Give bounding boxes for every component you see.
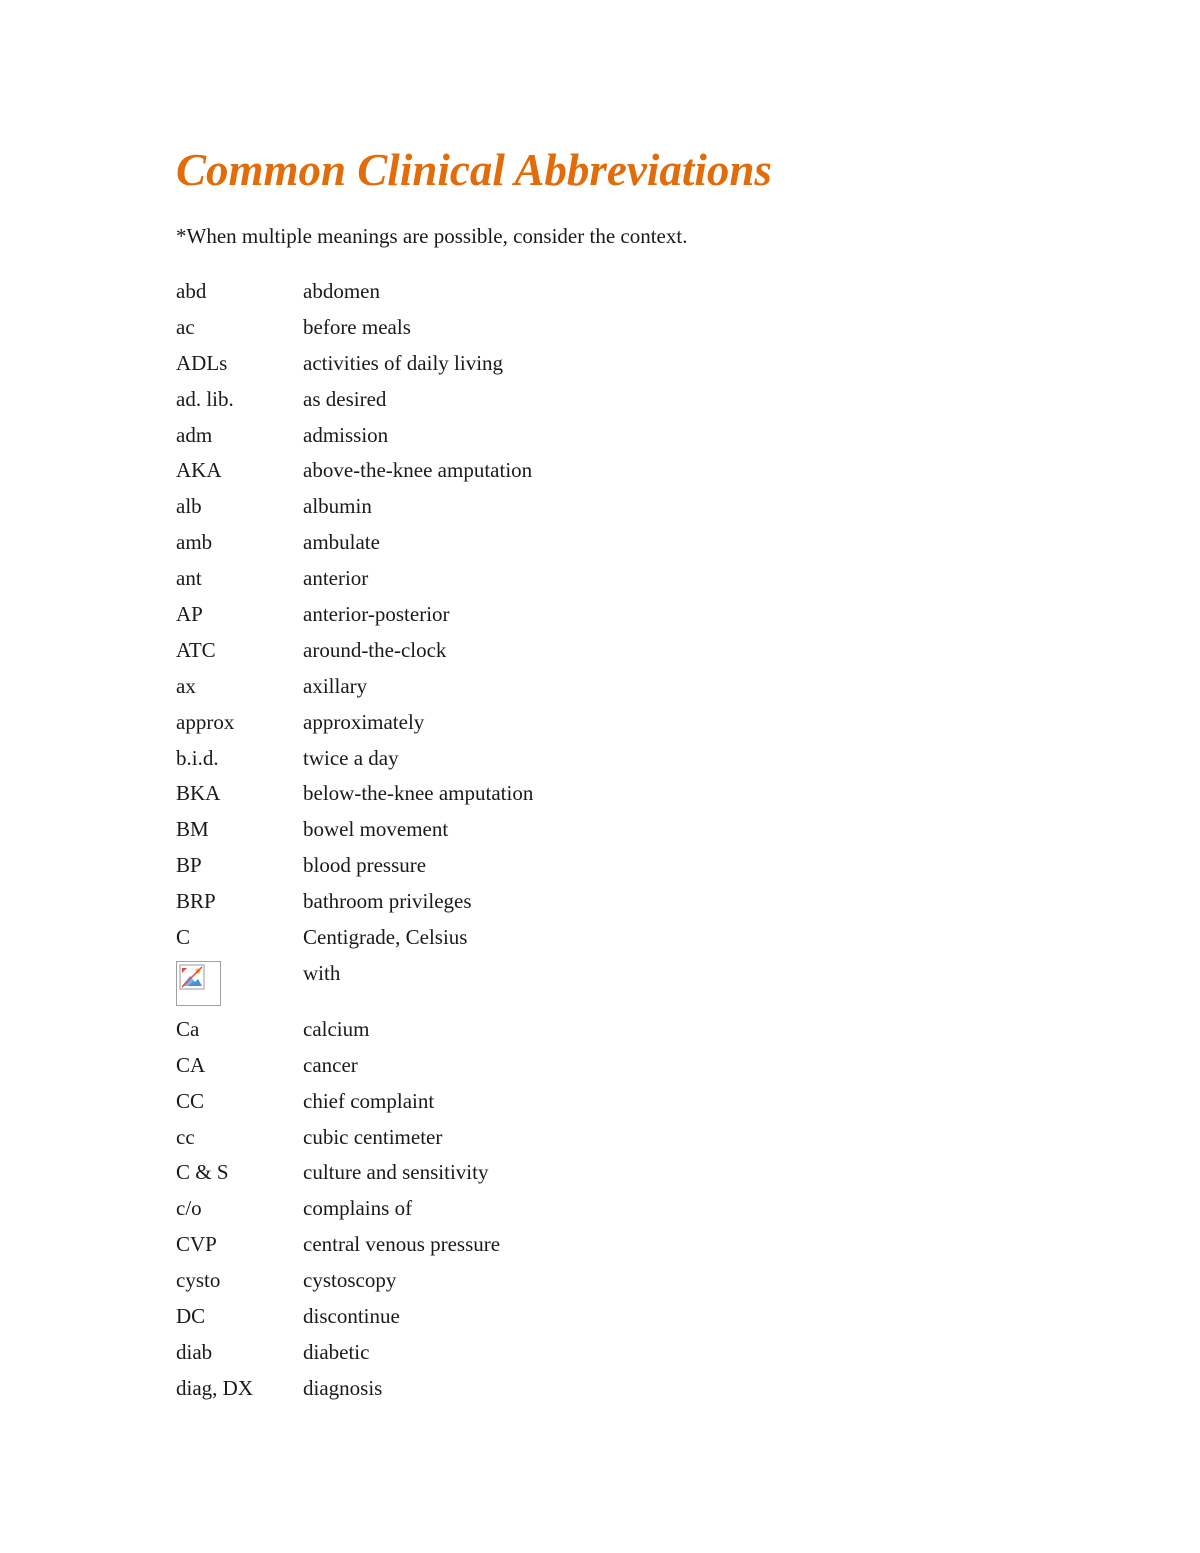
abbreviation: C & S	[176, 1160, 229, 1185]
meaning: around-the-clock	[303, 637, 447, 662]
abbreviation: CVP	[176, 1232, 217, 1257]
meaning: diagnosis	[303, 1375, 383, 1400]
meaning: blood pressure	[303, 853, 427, 878]
abbreviation: ad. lib.	[176, 386, 234, 411]
abbreviation: ant	[176, 566, 202, 591]
meaning: bowel movement	[303, 817, 449, 842]
meaning: axillary	[303, 673, 368, 698]
list-item	[176, 635, 1076, 671]
list-item	[176, 1301, 1076, 1337]
meaning: cystoscopy	[303, 1268, 397, 1293]
list-item	[176, 1229, 1076, 1265]
list-item	[176, 312, 1076, 348]
abbreviation: amb	[176, 530, 213, 555]
meaning: cubic centimeter	[303, 1124, 443, 1149]
meaning: before meals	[303, 314, 411, 339]
abbreviation: approx	[176, 709, 235, 734]
list-item	[176, 922, 1076, 958]
list-item	[176, 1086, 1076, 1122]
list-item	[176, 1265, 1076, 1301]
meaning: anterior-posterior	[303, 602, 450, 627]
list-item	[176, 276, 1076, 312]
meaning: twice a day	[303, 745, 399, 770]
list-item	[176, 563, 1076, 599]
abbreviation: BKA	[176, 781, 221, 806]
abbreviation: diag, DX	[176, 1375, 253, 1400]
list-item	[176, 491, 1076, 527]
meaning: diabetic	[303, 1339, 370, 1364]
abbreviation: CC	[176, 1088, 205, 1113]
abbreviation: c/o	[176, 1196, 202, 1221]
abbreviation: diab	[176, 1339, 213, 1364]
list-item	[176, 1373, 1076, 1409]
list-item	[176, 348, 1076, 384]
list-item	[176, 850, 1076, 886]
abbreviation: BRP	[176, 889, 216, 914]
abbreviation: C	[176, 925, 191, 950]
list-item	[176, 420, 1076, 456]
abbreviation: BM	[176, 817, 209, 842]
abbreviation: AP	[176, 602, 203, 627]
meaning: chief complaint	[303, 1088, 435, 1113]
abbreviation: cysto	[176, 1268, 221, 1293]
meaning: complains of	[303, 1196, 413, 1221]
abbreviation: DC	[176, 1304, 206, 1329]
abbreviation: ac	[176, 314, 195, 339]
meaning: below-the-knee amputation	[303, 781, 534, 806]
list-item	[176, 599, 1076, 635]
list-item	[176, 778, 1076, 814]
meaning: bathroom privileges	[303, 889, 472, 914]
list-item	[176, 1337, 1076, 1373]
abbreviation: CA	[176, 1052, 206, 1077]
abbreviation	[176, 958, 303, 1014]
abbreviation: cc	[176, 1124, 195, 1149]
meaning: activities of daily living	[303, 350, 504, 375]
list-item	[176, 743, 1076, 779]
page-title: Common Clinical Abbreviations	[176, 145, 772, 195]
meaning: admission	[303, 422, 389, 447]
list-item	[176, 1193, 1076, 1229]
broken-image-icon	[176, 961, 221, 1006]
abbreviation: ATC	[176, 637, 216, 662]
list-item	[176, 958, 1076, 1014]
meaning: albumin	[303, 494, 372, 519]
meaning: calcium	[303, 1016, 370, 1041]
abbreviation: ax	[176, 673, 196, 698]
abbreviation: adm	[176, 422, 213, 447]
meaning: ambulate	[303, 530, 380, 555]
meaning: discontinue	[303, 1304, 400, 1329]
abbreviation: ADLs	[176, 350, 228, 375]
meaning: anterior	[303, 566, 369, 591]
list-item	[176, 1157, 1076, 1193]
abbreviation: BP	[176, 853, 202, 878]
list-item	[176, 1050, 1076, 1086]
list-item	[176, 671, 1076, 707]
meaning: as desired	[303, 386, 387, 411]
abbreviation: Ca	[176, 1016, 200, 1041]
meaning: central venous pressure	[303, 1232, 501, 1257]
meaning: Centigrade, Celsius	[303, 925, 468, 950]
meaning: culture and sensitivity	[303, 1160, 489, 1185]
list-item	[176, 527, 1076, 563]
abbreviation: abd	[176, 279, 207, 303]
list-item	[176, 886, 1076, 922]
meaning: above-the-knee amputation	[303, 458, 533, 483]
abbreviation: b.i.d.	[176, 745, 219, 770]
meaning: cancer	[303, 1052, 358, 1077]
list-item	[176, 384, 1076, 420]
list-item	[176, 455, 1076, 491]
meaning: abdomen	[303, 279, 380, 303]
abbreviation-list	[176, 276, 1076, 1409]
context-note: *When multiple meanings are possible, consider the context.	[176, 224, 688, 248]
abbreviation: AKA	[176, 458, 222, 483]
document-page	[176, 140, 1076, 1409]
meaning: with	[303, 960, 341, 985]
meaning: approximately	[303, 709, 425, 734]
abbreviation: alb	[176, 494, 202, 519]
list-item	[176, 1014, 1076, 1050]
list-item	[176, 814, 1076, 850]
list-item	[176, 707, 1076, 743]
list-item	[176, 1122, 1076, 1158]
